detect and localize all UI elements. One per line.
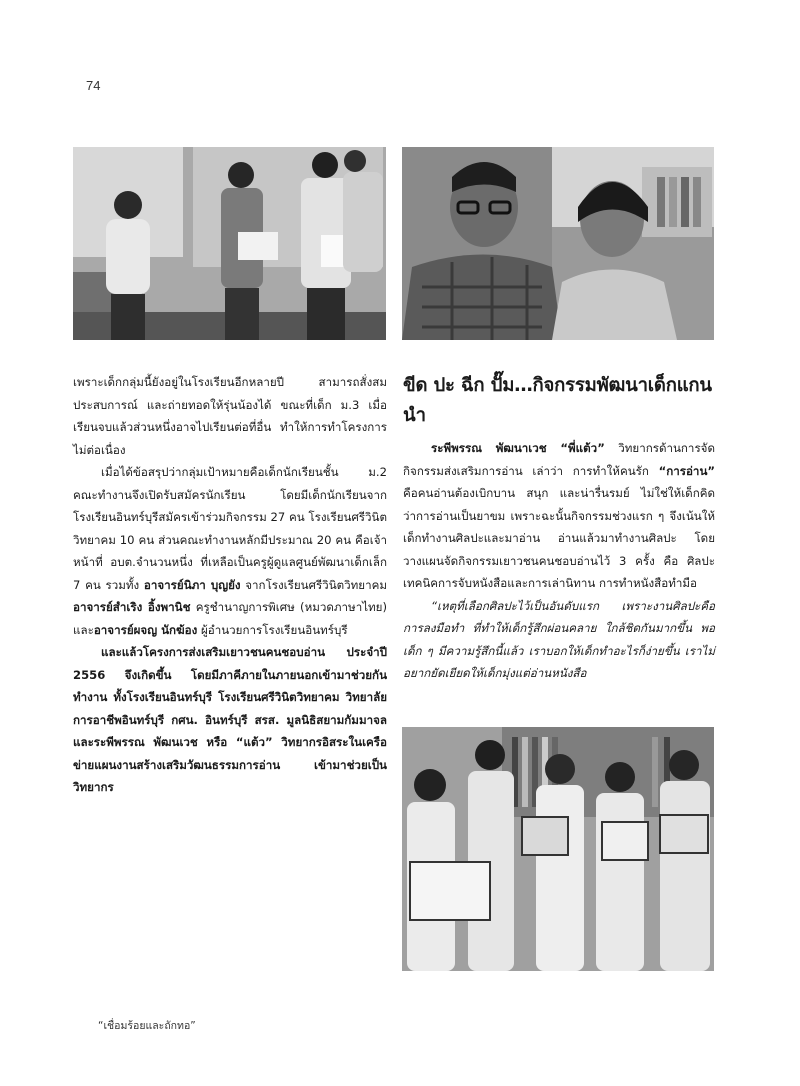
- teacher-name-3: อาจารย์ผจญ นักฆ้อง: [93, 622, 198, 637]
- right-paragraph-1-text-b: คือคนอ่านต้องเบิกบาน สนุก และน่ารื่นรมย์ ไม่ใช่ให้เด็กคิดว่าการอ่านเป็นยาขม เพราะฉะนั้นกิจกรรมช่วงแรก ๆ จึงเน้นให้เด็กทำงานศิลปะและมาอ่าน อ่านแล้วมาทำงานศิลปะ โดยวางแผนจัดกิจกรรมเยาวชนคนชอบอ่านไว้ 3 ครั้ง คือ ศิลปะ เทคนิคการจับหนังสือและการเล่านิทาน การทำหนังสือทำมือ: [403, 486, 715, 590]
- students-with-handmade-books-photo: [402, 727, 714, 971]
- left-paragraph-2-text-b: จากโรงเรียนศรีวินิตวิทยาคม: [240, 577, 387, 592]
- left-paragraph-1: เพราะเด็กกลุ่มนี้ยังอยู่ในโรงเรียนอีกหลายปี สามารถสั่งสมประสบการณ์ และถ่ายทอดให้รุ่นน้องได้ ขณะที่เด็ก ม.3 เมื่อเรียนจบแล้วส่วนหนึ่งอาจไปเรียนต่อที่อื่น ทำให้การทำโครงการไม่ต่อเนื่อง: [73, 375, 387, 457]
- left-paragraph-2-text-d: ผู้อำนวยการโรงเรียนอินทร์บุรี: [197, 622, 348, 637]
- page-number: 74: [86, 78, 101, 93]
- two-people-portrait-photo: [402, 147, 714, 340]
- speaker-name: ระพีพรรณ พัฒนาเวช “พี่แต้ว”: [431, 441, 605, 455]
- right-column: [403, 371, 715, 685]
- left-paragraph-2-text-c: ครูชำนาญการพิเศษ (หมวดภาษาไทย) และ: [73, 600, 388, 637]
- teacher-name-1: อาจารย์นิภา บุญยัง: [143, 577, 241, 592]
- students-presenting-photo: [73, 147, 386, 340]
- left-paragraph-2: [73, 461, 387, 641]
- teacher-name-2: อาจารย์สำเริง อิ้งพานิช: [73, 600, 191, 614]
- left-column: [73, 371, 387, 799]
- right-paragraph-1-text-a: วิทยากรด้านการจัดกิจกรรมส่งเสริมการอ่าน เล่าว่า การทำให้คนรัก: [403, 441, 715, 478]
- left-paragraph-3: และแล้วโครงการส่งเสริมเยาวชนคนชอบอ่าน ประจำปี 2556 จึงเกิดขึ้น โดยมีภาคีภายในภายนอกเข้ามาช่วยกันทำงาน ทั้งโรงเรียนอินทร์บุรี โรงเรียนศรีวินิตวิทยาคม วิทยาลัยการอาชีพอินทร์บุรี กศน. อินทร์บุรี สรส. มูลนิธิสยามกัมมาจล และระพีพรรณ พัฒนเวช หรือ “แต้ว” วิทยากรอิสระในเครือข่ายแผนงานสร้างเสริมวัฒนธรรมการอ่าน เข้ามาช่วยเป็นวิทยากร: [73, 645, 387, 794]
- right-paragraph-1: [403, 437, 715, 595]
- section-heading: ขีด ปะ ฉีก ปั๊ม…กิจกรรมพัฒนาเด็กแกนนำ: [403, 375, 712, 426]
- left-paragraph-2-text-a: เมื่อได้ข้อสรุปว่ากลุ่มเป้าหมายคือเด็กนักเรียนชั้น ม.2 คณะทำงานจึงเปิดรับสมัครนักเรียน โดยมีเด็กนักเรียนจากโรงเรียนอินทร์บุรีสมัครเข้าร่วมกิจกรรม 27 คน โรงเรียนศรีวินิตวิทยาคม 10 คน ส่วนคณะทำงานหลักมีประมาณ 20 คน คือเจ้าหน้าที่ อบต.จำนวนหนึ่ง ที่เหลือเป็นครูผู้ดูแลศูนย์พัฒนาเด็กเล็ก 7 คน รวมทั้ง: [73, 465, 387, 592]
- reading-term: “การอ่าน”: [658, 463, 715, 478]
- footer-title: “เชื่อมร้อยและถักทอ”: [98, 1020, 196, 1032]
- quote-paragraph: “เหตุที่เลือกศิลปะไว้เป็นอันดับแรก เพราะงานศิลปะคือการลงมือทำ ที่ทำให้เด็กรู้สึกผ่อนคลาย ใกล้ชิดกันมากขึ้น พอเด็ก ๆ มีความรู้สึกนี้แล้ว เราบอกให้เด็กทำอะไรก็ง่ายขึ้น เราไม่อยากยัดเยียดให้เด็กมุ่งแต่อ่านหนังสือ: [403, 598, 715, 680]
